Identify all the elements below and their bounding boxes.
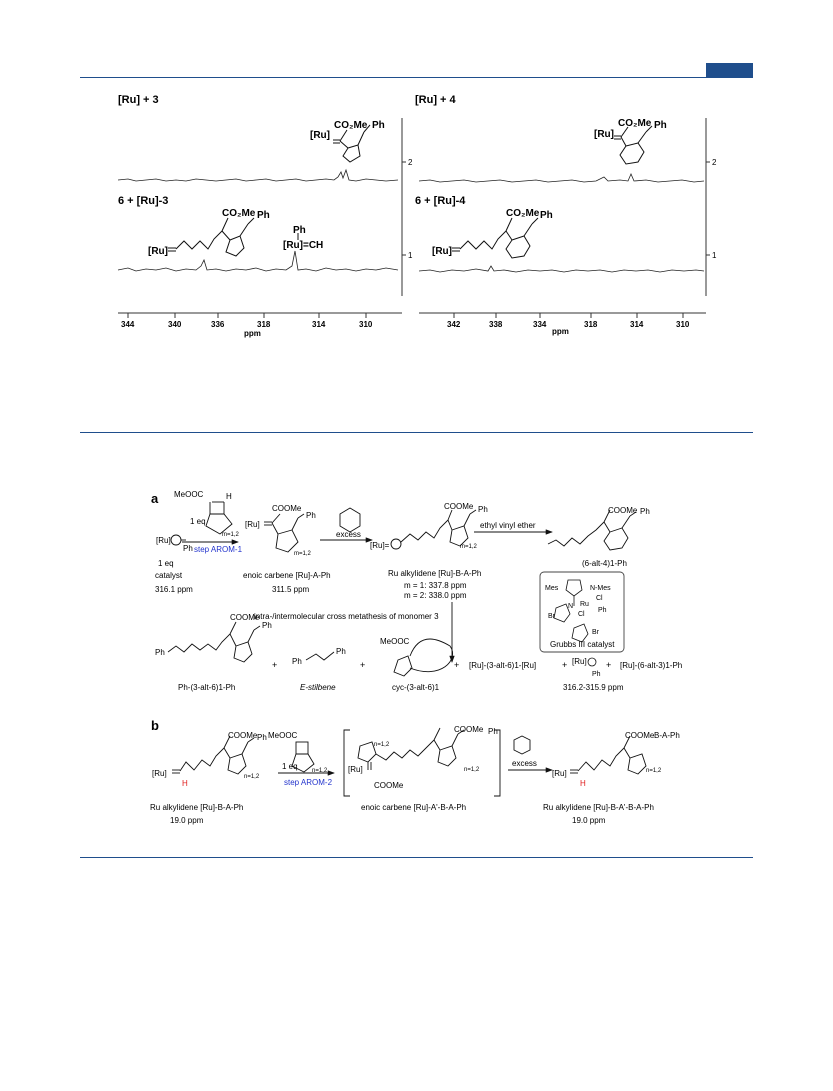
enoic-index: m=1,2	[294, 551, 311, 557]
ru3-ester-label: CO₂Me	[334, 120, 368, 131]
alkylidene-ph: Ph	[478, 505, 488, 514]
6ru4-ph-label: Ph	[540, 210, 553, 221]
6ru3-ph-label: Ph	[257, 210, 270, 221]
grubbs-br2: Br	[592, 629, 599, 636]
cross-metathesis: intra-/intermolecular cross metathesis of monomer 3	[254, 612, 439, 621]
ru4-ph-label: Ph	[654, 120, 667, 131]
b-end-h: H	[580, 779, 586, 788]
p1-ph: Ph	[262, 621, 272, 630]
b-eq: 1 eq	[282, 762, 298, 771]
plus-5: +	[606, 660, 612, 670]
b-start-h: H	[182, 779, 188, 788]
grubbs-ph: Ph	[598, 607, 607, 614]
p1-name: Ph-(3-alt-6)1-Ph	[178, 683, 236, 692]
part-a-label: a	[151, 491, 159, 506]
step1-eq: 1 eq	[190, 517, 206, 526]
right-x-tick-label: 334	[533, 320, 547, 329]
stilbene-name: E-stilbene	[300, 683, 336, 692]
bracket-right	[494, 730, 500, 796]
monomer-h: H	[226, 492, 232, 501]
b-end-ester: COOMe	[625, 731, 655, 740]
left-x-tick-label: 318	[257, 320, 271, 329]
b-start-ru: [Ru]	[152, 769, 167, 778]
monomer-index: m=1,2	[222, 532, 239, 538]
b-start-ph: Ph	[257, 733, 267, 742]
product-ester: COOMe	[608, 506, 638, 515]
catalyst-ph: Ph	[183, 544, 193, 553]
monomer-4-structure	[292, 742, 314, 772]
ru4-ru-label: [Ru]	[594, 129, 614, 140]
benzylidene-ring	[588, 658, 596, 666]
stilbene-ph2: Ph	[336, 647, 346, 656]
panel-title-ru3: [Ru] + 3	[118, 94, 159, 106]
structure-ru4	[614, 126, 652, 164]
6ru3-benzylidene-ph: Ph	[293, 225, 306, 236]
product-6alt4-structure	[548, 510, 636, 550]
plus-4: +	[562, 660, 568, 670]
enoic-ppm: 311.5 ppm	[272, 585, 310, 594]
enoic-carbene-structure	[264, 514, 304, 552]
benzylidene-ru: [Ru]	[572, 657, 587, 666]
middle-rule	[80, 432, 753, 433]
left-x-tick-label: 340	[168, 320, 182, 329]
alkylidene-index: m=1,2	[460, 544, 477, 550]
ru3-ph-label: Ph	[372, 120, 385, 131]
step-arom-1: step AROM-1	[194, 545, 243, 554]
alkylidene-ru: [Ru]=	[370, 541, 390, 550]
step-arom-2: step AROM-2	[284, 778, 333, 787]
grubbs-structure	[554, 580, 588, 642]
grubbs-ru: Ru	[580, 601, 589, 608]
ru4-ester-label: CO₂Me	[618, 118, 652, 129]
structure-6-ru3	[168, 218, 298, 256]
alkylidene-ester: COOMe	[444, 502, 474, 511]
monomer-3-structure	[206, 502, 232, 534]
b-end-ru: [Ru]	[552, 769, 567, 778]
b-start-structure	[172, 736, 254, 774]
range-ppm: 316.2-315.9 ppm	[563, 683, 624, 692]
catalyst-structure	[171, 535, 186, 545]
cyc-ester: MeOOC	[380, 637, 410, 646]
right-x-tick-label: 310	[676, 320, 690, 329]
cyc-name: cyc-(3-alt-6)1	[392, 683, 440, 692]
grubbs-box	[540, 572, 624, 652]
catalyst-ppm: 316.1 ppm	[155, 585, 193, 594]
excess-a: excess	[336, 530, 361, 539]
b-end-suffix: B-A-Ph	[654, 731, 680, 740]
b-start-name: Ru alkylidene [Ru]-B-A-Ph	[150, 803, 244, 812]
ethyl-vinyl-ether: ethyl vinyl ether	[480, 521, 536, 530]
ru3-ru-label: [Ru]	[310, 130, 330, 141]
b-end-ppm: 19.0 ppm	[572, 816, 606, 825]
6ru4-ru-label: [Ru]	[432, 246, 452, 257]
b-mid-ester: COOMe	[454, 725, 484, 734]
plus-1: +	[272, 660, 278, 670]
excess-b: excess	[512, 759, 537, 768]
cyc-structure	[394, 639, 453, 676]
cyclohexene-structure	[340, 508, 360, 532]
b-mid-coome: COOMe	[374, 781, 404, 790]
left-x-tick-label: 344	[121, 320, 135, 329]
left-x-tick-label: 310	[359, 320, 373, 329]
alkylidene-m2: m = 2: 338.0 ppm	[404, 591, 467, 600]
spectrum-ru4	[419, 174, 704, 182]
6ru3-ru-ch-label: [Ru]=CH	[283, 240, 324, 251]
spectrum-ru3	[118, 170, 398, 181]
grubbs-name: Grubbs III catalyst	[550, 640, 615, 649]
p1-ester: COOMe	[230, 613, 260, 622]
nmr-figure	[0, 0, 833, 430]
catalyst-word: catalyst	[155, 571, 183, 580]
left-x-ticks	[121, 313, 373, 329]
enoic-name: enoic carbene [Ru]-A-Ph	[243, 571, 331, 580]
p1-ph-left: Ph	[155, 648, 165, 657]
b-mid-index2: n=1,2	[464, 767, 480, 773]
grubbs-mes1: Mes	[545, 585, 559, 592]
6ru4-ester-label: CO₂Me	[506, 208, 540, 219]
trace-label-1-left: 1	[408, 251, 413, 260]
trace-label-2-left: 2	[408, 158, 413, 167]
right-x-tick-label: 314	[630, 320, 644, 329]
grubbs-cl1: Cl	[596, 595, 603, 602]
plus-2: +	[360, 660, 366, 670]
enoic-ru: [Ru]	[245, 520, 260, 529]
b-cyclohexene	[514, 736, 530, 754]
catalyst-eq: 1 eq	[158, 559, 174, 568]
b-monomer-ester: MeOOC	[268, 731, 298, 740]
p1-structure	[168, 622, 260, 662]
monomer-ester: MeOOC	[174, 490, 204, 499]
part-b-label: b	[151, 718, 159, 733]
b-mid-name: enoic carbene [Ru]-A'-B-A-Ph	[361, 803, 467, 812]
bis-ru: [Ru]-(3-alt-6)1-[Ru]	[469, 661, 537, 670]
plus-3: +	[454, 660, 460, 670]
catalyst-ru: [Ru]	[156, 536, 171, 545]
b-mid-index1: n=1,2	[374, 742, 390, 748]
left-x-unit: ppm	[244, 329, 261, 338]
b-monomer-index: n=1,2	[312, 768, 328, 774]
b-mid-structure	[358, 728, 464, 770]
alkylidene-m1: m = 1: 337.8 ppm	[404, 581, 467, 590]
right-x-tick-label: 318	[584, 320, 598, 329]
panel-title-6-ru3: 6 + [Ru]-3	[118, 195, 169, 207]
left-x-tick-label: 314	[312, 320, 326, 329]
b-mid-ru: [Ru]	[348, 765, 363, 774]
b-end-name: Ru alkylidene [Ru]-B-A'-B-A-Ph	[543, 803, 654, 812]
bottom-rule	[80, 857, 753, 858]
structure-6-ru4	[452, 218, 538, 258]
stilbene-ph1: Ph	[292, 657, 302, 666]
b-start-ester: COOMe	[228, 731, 258, 740]
b-end-index: n=1,2	[646, 768, 662, 774]
product-name: (6-alt-4)1-Ph	[582, 559, 627, 568]
6ru3-ru-label: [Ru]	[148, 246, 168, 257]
right-x-tick-label: 338	[489, 320, 503, 329]
6ru3-ester-label: CO₂Me	[222, 208, 256, 219]
trace-label-2-right: 2	[712, 158, 717, 167]
ru-alkylidene-structure	[391, 510, 476, 549]
enoic-ester: COOMe	[272, 504, 302, 513]
panel-title-6-ru4: 6 + [Ru]-4	[415, 195, 466, 207]
left-x-tick-label: 336	[211, 320, 225, 329]
grubbs-n: N	[568, 603, 574, 610]
spectrum-6-ru4	[419, 266, 704, 272]
benzylidene-ph: Ph	[592, 671, 601, 678]
trace-label-1-right: 1	[712, 251, 717, 260]
grubbs-br1: Br	[548, 613, 555, 620]
alkylidene-name: Ru alkylidene [Ru]-B-A-Ph	[388, 569, 482, 578]
last-product: [Ru]-(6-alt-3)1-Ph	[620, 661, 683, 670]
b-start-ppm: 19.0 ppm	[170, 816, 204, 825]
panel-title-ru4: [Ru] + 4	[415, 94, 456, 106]
b-end-structure	[570, 736, 646, 774]
enoic-ph: Ph	[306, 511, 316, 520]
grubbs-cl2: Cl	[578, 611, 585, 618]
b-mid-ph: Ph	[488, 727, 498, 736]
right-x-unit: ppm	[552, 327, 569, 336]
right-x-tick-label: 342	[447, 320, 461, 329]
product-ph: Ph	[640, 507, 650, 516]
bracket-left	[344, 730, 350, 796]
stilbene-structure	[306, 652, 334, 660]
grubbs-mes2: N-Mes	[590, 585, 611, 592]
b-start-index: n=1,2	[244, 774, 260, 780]
